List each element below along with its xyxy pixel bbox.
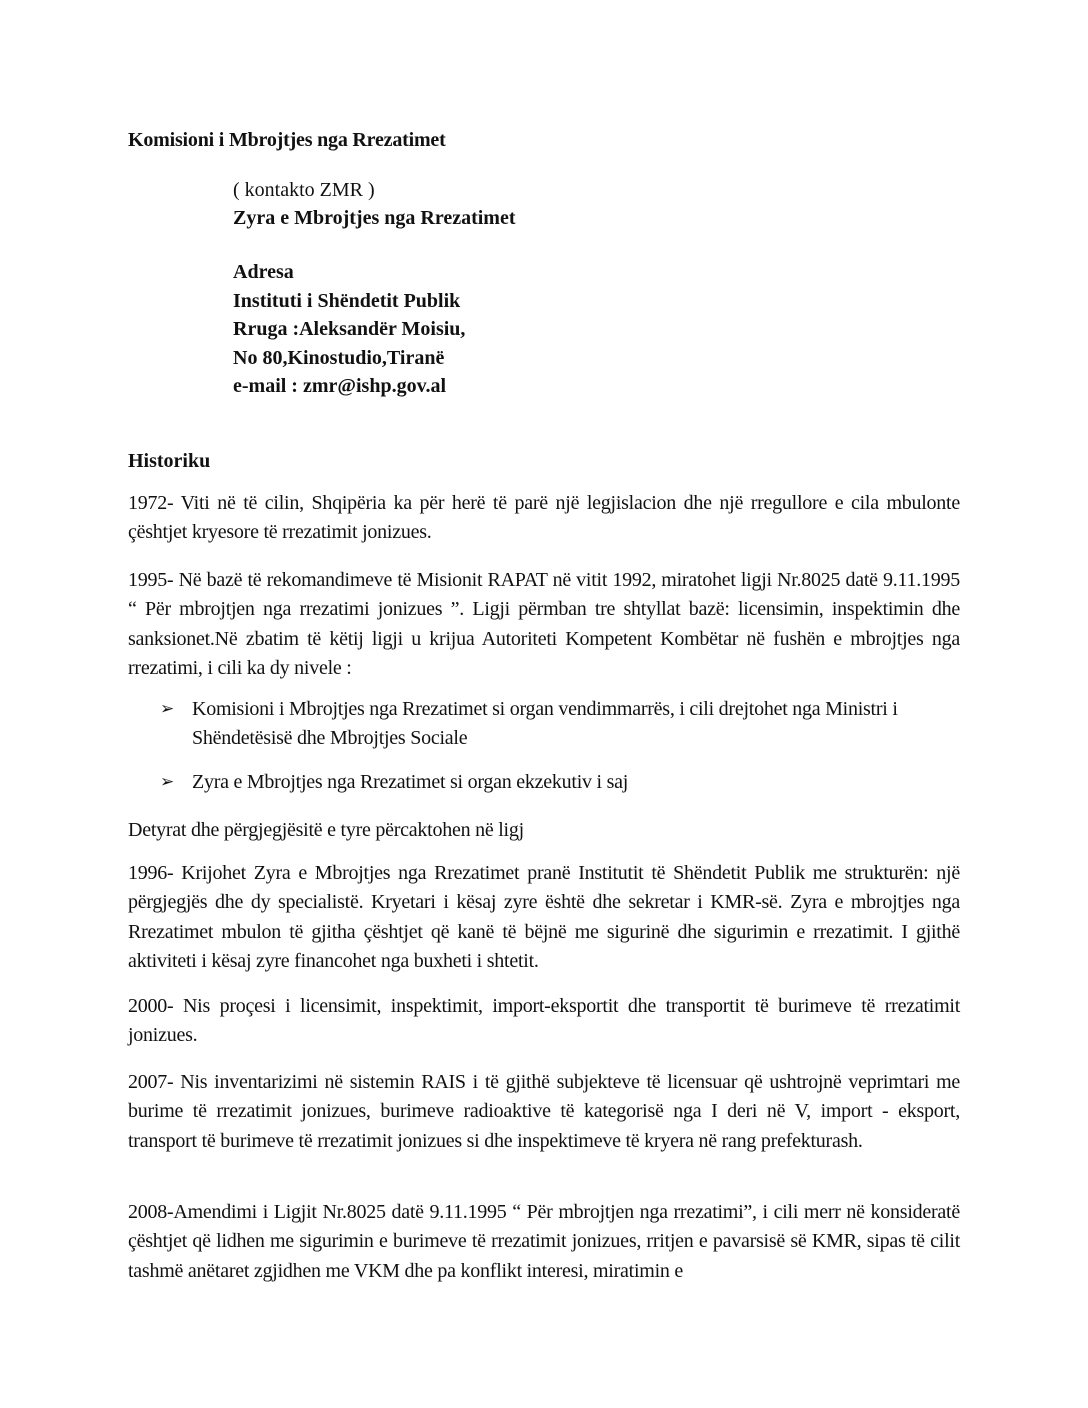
history-heading: Historiku xyxy=(128,450,211,472)
document-title: Komisioni i Mbrojtjes nga Rrezatimet xyxy=(128,129,446,151)
contact-note: ( kontakto ZMR ) xyxy=(233,179,375,201)
paragraph-1972: 1972- Viti në të cilin, Shqipëria ka për herë të parë një legjislacion dhe një rregullore e cila mbulonte çështjet kryesore të rrezatimit jonizues. xyxy=(128,492,960,544)
address-street: Rruga :Aleksandër Moisiu, xyxy=(233,318,466,341)
arrow-bullet-icon: ➢ xyxy=(160,772,174,792)
paragraph-1995: 1995- Në bazë të rekomandimeve të Misionit RAPAT në vitit 1992, miratohet ligji Nr.8025 datë 9.11.1995 “ Për mbrojtjen nga rrezatimi jonizues ”. Ligji përmban tre shtyllat bazë: licensimin, inspektimin dhe sanksionet.Në zbatim të këtij ligji u krijua Autoriteti Kompetent Kombëtar në fushën e mbrojtjes nga rrezatimi, i cili ka dy nivele : xyxy=(128,569,960,679)
bullet-item xyxy=(160,768,960,797)
address-email: e-mail : zmr@ishp.gov.al xyxy=(233,375,447,398)
paragraph-2007: 2007- Nis inventarizimi në sistemin RAIS i të gjithë subjekteve të licensuar që ushtrojnë veprimtari me burime të rrezatimit jonizues, burimeve radioaktive të kategorisë nga I deri në V, import - eksport, transport të burimeve të rrezatimit jonizues si dhe inspektimeve të kryera në rang prefekturash. xyxy=(128,1071,960,1152)
office-name: Zyra e Mbrojtjes nga Rrezatimet xyxy=(233,207,516,229)
address-block xyxy=(233,258,465,401)
paragraph-2008: 2008-Amendimi i Ligjit Nr.8025 datë 9.11.1995 “ Për mbrojtjen nga rrezatimi”, i cili merr në konsideratë çështjet që lidhen me sigurimin e burimeve të rrezatimit jonizues, rritjen e pavarsisë së KMR, sipas të cilit tashmë anëtaret zgjidhen me VKM dhe pa konflikt interesi, miratimin e xyxy=(128,1201,960,1282)
bullet-text: Zyra e Mbrojtjes nga Rrezatimet si organ ekzekutiv i saj xyxy=(192,771,629,793)
paragraph-duties: Detyrat dhe përgjegjësitë e tyre përcaktohen në ligj xyxy=(128,819,524,841)
bullet-text: Komisioni i Mbrojtjes nga Rrezatimet si organ vendimmarrës, i cili drejtohet nga Ministri i Shëndetësisë dhe Mbrojtjes Sociale xyxy=(192,698,898,750)
contact-block xyxy=(233,176,516,232)
address-label: Adresa xyxy=(233,261,294,283)
address-number-city: No 80,Kinostudio,Tiranë xyxy=(233,346,445,369)
paragraph-2000: 2000- Nis proçesi i licensimit, inspektimit, import-eksportit dhe transportit të burimeve të rrezatimit jonizues. xyxy=(128,995,960,1047)
paragraph-1996: 1996- Krijohet Zyra e Mbrojtjes nga Rrezatimet pranë Institutit të Shëndetit Publik me strukturën: një përgjegjës dhe dy specialistë. Kryetari i kësaj zyre është dhe sekretar i KMR-së. Zyra e mbrojtjes nga Rrezatimet mbulon të gjitha çështjet që kanë të bëjnë me sigurinë dhe sigurimin e rrezatimit. I gjithë aktiviteti i kësaj zyre financohet nga buxheti i shtetit. xyxy=(128,862,960,972)
bullet-item xyxy=(160,695,960,754)
address-institute: Instituti i Shëndetit Publik xyxy=(233,289,461,312)
arrow-bullet-icon: ➢ xyxy=(160,699,174,719)
